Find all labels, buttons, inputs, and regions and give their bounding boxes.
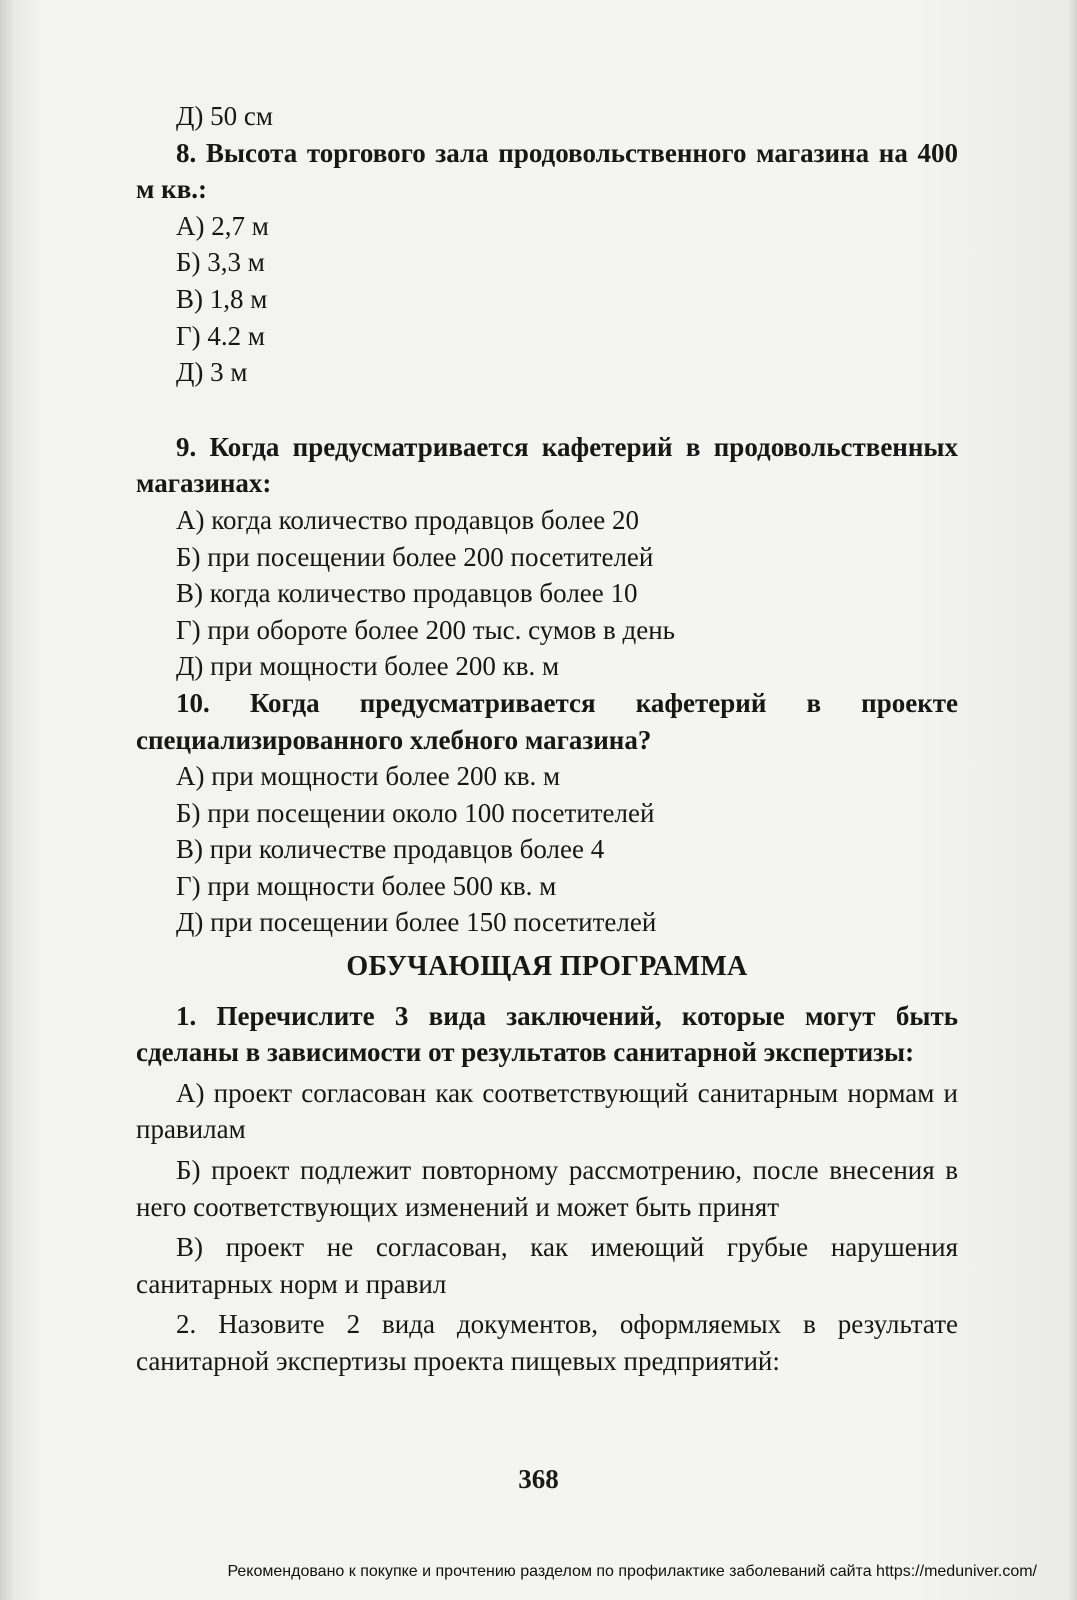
q9-option-c: В) когда количество продавцов более 10 xyxy=(176,578,638,609)
spacer xyxy=(136,391,958,429)
page-number: 368 xyxy=(518,1464,559,1494)
q9-option-a: А) когда количество продавцов более 20 xyxy=(176,504,639,535)
section-heading: ОБУЧАЮЩАЯ ПРОГРАММА xyxy=(346,951,748,983)
q10-option-b: Б) при посещении около 100 посетителей xyxy=(176,797,655,828)
q10-option-c: В) при количестве продавцов более 4 xyxy=(176,834,605,865)
training-q1-answer-c: В) проект не согласован, как имеющий грубые нарушения санитарных норм и правил xyxy=(136,1232,958,1299)
q10-question: 10. Когда предусматривается кафетерий в проекте специализированного хлебного магазина? xyxy=(136,687,958,755)
q8-option-d: Г) 4.2 м xyxy=(176,320,265,351)
q10-option-a: А) при мощности более 200 кв. м xyxy=(176,761,561,792)
q9-option-e: Д) при мощности более 200 кв. м xyxy=(176,651,560,682)
q7-option-d: Д) 50 см xyxy=(176,101,273,131)
footer-recommendation: Рекомендовано к покупке и прочтению разделом по профилактике заболеваний сайта https://meduniver.com/ xyxy=(227,1563,1037,1580)
q10-option-d: Г) при мощности более 500 кв. м xyxy=(176,870,557,901)
q8-option-a: А) 2,7 м xyxy=(176,210,269,241)
q8-option-b: Б) 3,3 м xyxy=(176,247,265,278)
q8-option-c: В) 1,8 м xyxy=(176,283,268,314)
training-q1: 1. Перечислите 3 вида заключений, которые могут быть сделаны в зависимости от результатов санитарной экспертизы: xyxy=(136,1000,958,1068)
page-right-shadow xyxy=(1067,0,1077,1600)
q9-option-b: Б) при посещении более 200 посетителей xyxy=(176,541,654,572)
q8-option-e: Д) 3 м xyxy=(176,357,248,388)
q10-option-e: Д) при посещении более 150 посетителей xyxy=(176,907,657,938)
page-content xyxy=(136,98,958,1384)
training-q1-answer-b: Б) проект подлежит повторному рассмотрению, после внесения в него соответствующих изменений и может быть принят xyxy=(136,1155,958,1222)
q9-option-d: Г) при обороте более 200 тыс. сумов в день xyxy=(176,614,675,645)
training-q1-answer-a: А) проект согласован как соответствующий санитарным нормам и правилам xyxy=(136,1077,958,1145)
q9-question: 9. Когда предусматривается кафетерий в продовольственных магазинах: xyxy=(136,431,958,499)
page-left-shadow xyxy=(0,0,14,1600)
training-q2: 2. Назовите 2 вида документов, оформляемых в результате санитарной экспертизы проекта пищевых предприятий: xyxy=(136,1309,958,1376)
q8-question: 8. Высота торгового зала продовольственного магазина на 400 м кв.: xyxy=(136,137,958,205)
